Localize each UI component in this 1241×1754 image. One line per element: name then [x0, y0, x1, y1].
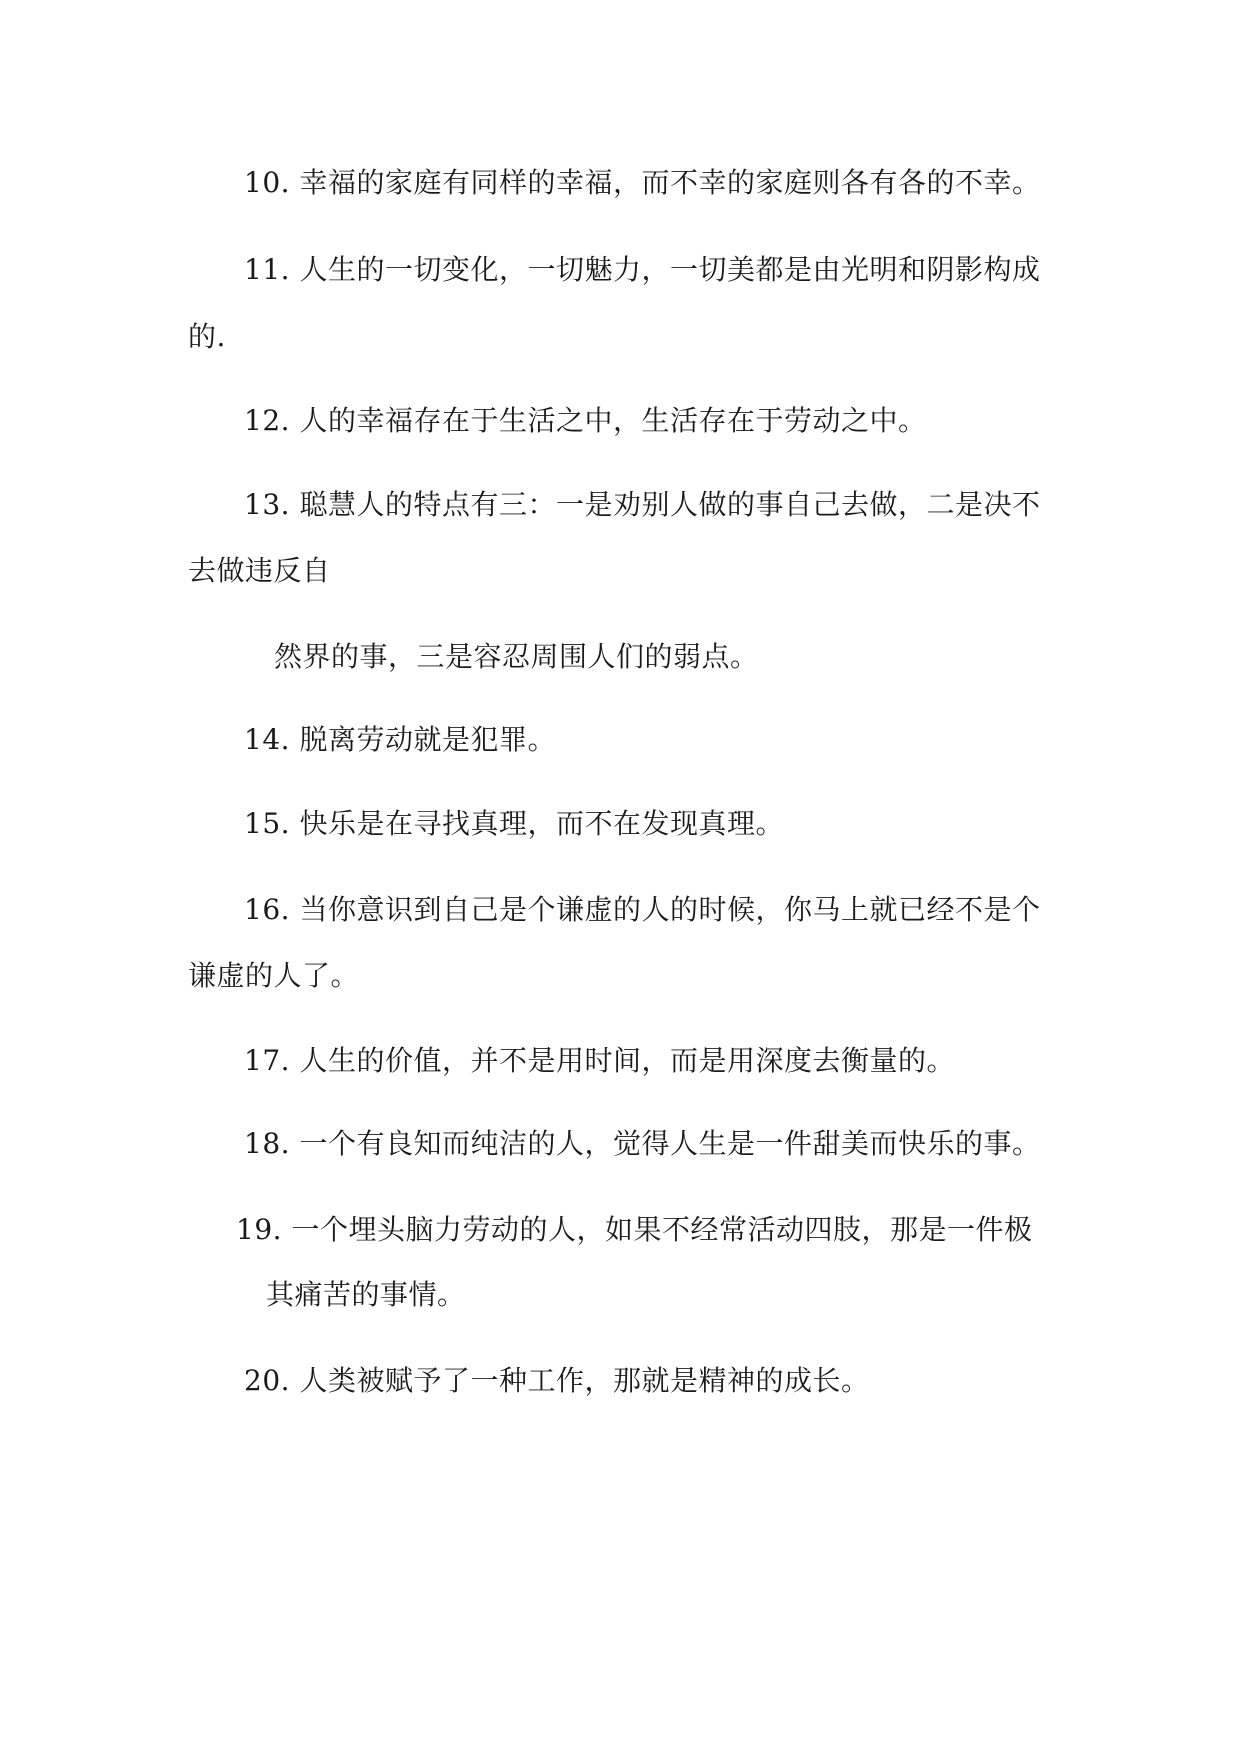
quote-text: 脱离劳动就是犯罪。: [299, 723, 556, 756]
quote-text: 一个埋头脑力劳动的人，如果不经常活动四肢，那是一件极: [291, 1213, 1033, 1246]
quote-number: 16.: [244, 893, 291, 926]
quote-10-line-1: [244, 166, 1040, 200]
quote-text: 一个有良知而纯洁的人，觉得人生是一件甜美而快乐的事。: [299, 1127, 1041, 1160]
quote-19-line-2: [266, 1278, 466, 1312]
quote-12-line-1: [244, 404, 926, 438]
quote-11-line-1: [244, 253, 1040, 287]
quote-text: 人生的价值，并不是用时间，而是用深度去衡量的。: [299, 1044, 955, 1077]
quote-number: 15.: [244, 807, 291, 840]
quote-text: 其痛苦的事情。: [266, 1278, 466, 1311]
quote-16-line-2: [188, 959, 359, 993]
quote-number: 10.: [244, 166, 291, 199]
quote-text: 聪慧人的特点有三：一是劝别人做的事自己去做，二是决不: [299, 488, 1041, 521]
quote-text: 快乐是在寻找真理，而不在发现真理。: [299, 807, 784, 840]
quote-13-line-2: [188, 554, 331, 588]
quote-number: 14.: [244, 723, 291, 756]
quote-15-line-1: [244, 807, 784, 841]
quote-number: 11.: [244, 253, 291, 286]
quote-number: 18.: [244, 1127, 291, 1160]
quote-text: 的.: [188, 320, 226, 353]
quote-text: 当你意识到自己是个谦虚的人的时候，你马上就已经不是个: [299, 893, 1041, 926]
quote-text: 人类被赋予了一种工作，那就是精神的成长。: [299, 1364, 870, 1397]
quote-text: 人的幸福存在于生活之中，生活存在于劳动之中。: [299, 404, 927, 437]
quote-number: 17.: [244, 1044, 291, 1077]
quote-11-line-2: [188, 320, 226, 354]
quote-number: 12.: [244, 404, 291, 437]
quote-17-line-1: [244, 1044, 955, 1078]
quote-number: 19.: [236, 1213, 283, 1246]
quote-text: 人生的一切变化，一切魅力，一切美都是由光明和阴影构成: [299, 253, 1041, 286]
quote-text: 谦虚的人了。: [188, 959, 360, 992]
quote-text: 去做违反自: [188, 554, 331, 587]
quote-20-line-1: [244, 1364, 869, 1398]
quote-16-line-1: [244, 893, 1040, 927]
quote-number: 13.: [244, 488, 291, 521]
quote-19-line-1: [236, 1213, 1032, 1247]
quote-13-line-3: [274, 640, 759, 674]
quote-text: 然界的事，三是容忍周围人们的弱点。: [274, 640, 759, 673]
quote-18-line-1: [244, 1127, 1040, 1161]
quote-13-line-1: [244, 488, 1040, 522]
quote-14-line-1: [244, 723, 556, 757]
quote-text: 幸福的家庭有同样的幸福，而不幸的家庭则各有各的不幸。: [299, 166, 1041, 199]
quote-number: 20.: [244, 1364, 291, 1397]
